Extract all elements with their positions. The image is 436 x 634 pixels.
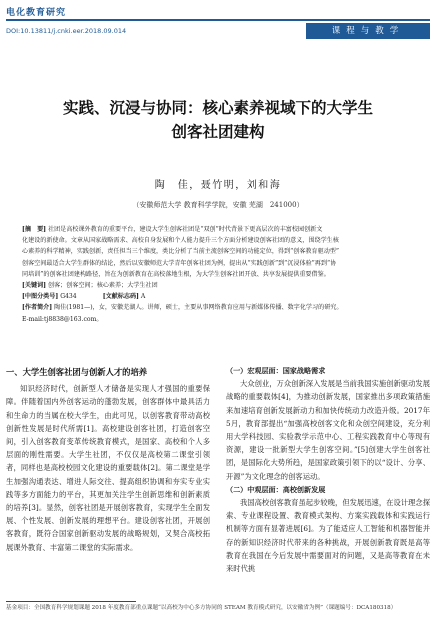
author-info-label: [作者简介] (22, 304, 53, 312)
abstract-line-5: 同培训”的创客社团建构路径，旨在为创新教育在高校落地生根，为大学生创客社团开放、共享发展提供重要借鉴。 (22, 270, 330, 278)
doc-code-value: A (140, 293, 146, 301)
abstract-block (22, 224, 416, 325)
authors: 陶 佳，聂竹明，刘和海 (154, 180, 282, 191)
keywords-text: 创客；创客空间；核心素养；大学生社团 (48, 282, 158, 290)
doc-code-label: [文献标志码] (102, 293, 139, 301)
header-rule (6, 19, 430, 21)
abstract-label: [摘 要] (22, 226, 47, 233)
affiliation: （安徽师范大学 教育科学学院，安徽 芜湖 241000） (132, 201, 304, 209)
title-line-1: 实践、沉浸与协同：核心素养视域下的大学生 (62, 98, 373, 117)
paragraph-macro: 大众创业，万众创新深入发展是当前我国实施创新驱动发展战略的重要载体[4]，为推动创新发展，国家推出多项政策措施来加速培育创新发展新动力和加快传统动力改造升级。2017年5月，教育部提出“加强高校创客文化和众创空间建设，充分利用大学科技园、实验教学示范中心、工程实践教育中心等现有资源，建设一批新型大学生创客空间。”[5]创建大学生创客社团，是国际化大势所趋，是国家政策引领下的以“设计、分享、开源”为文化理念的创客运动。 (226, 379, 430, 481)
section-heading-1: 一、大学生创客社团与创新人才的培养 (6, 367, 148, 377)
left-column (6, 364, 210, 554)
author-email: E-mail:tj8838@163.com。 (22, 315, 103, 323)
classification-label: [中图分类号] (22, 293, 59, 301)
left-paragraph: 知识经济时代，创新型人才储备是实现人才强国的重要保障。伴随着国内外创客运动的蓬勃发展，创客群体中最具活力和生命力的当属在校大学生，由此可见，以创客教育带动高校创新性发展是时代所需[1]。高校建设创客社团，打造创客空间，引入创客教育变革传统教育模式，是国家、高校和个人多层面的刚性需要。大学生社团，不仅仅是高校第二课堂引领者，同样也是高校校园文化建设的重要载体[2]。第二课堂是学生加强沟通表达、增进人际交往、提高组织协调和夯实专业实践等多方面能力的平台，其更加关注学生创新思维和创新素质的培养[3]。显然，创客社团是开展创客教育，实现学生全面发展、个性发展、创新发展的理想平台。建设创客社团，开展创客教育，既符合国家创新驱动发展的战略规划，又契合高校拓展课外教育、丰富第二课堂的实际需求。 (6, 384, 210, 552)
footnote-rule (6, 601, 136, 602)
funding-footnote: 基金项目：全国教育科学规划课题 2018 年度教育部重点课题“以高校为中心多方协同的 STEAM 教育模式研究，以安徽省为例”（课题编号：DCA180318） (6, 605, 397, 611)
author-info-text: 陶佳(1981—)，女，安徽芜湖人。讲师，硕士，主要从事网络教育应用与新媒体传播、数字化学习的研究。 (54, 304, 343, 312)
keywords-line (22, 280, 416, 291)
classification-line (22, 291, 416, 302)
subheading-meso: （二）中观层面：高校创新发展 (226, 484, 326, 494)
right-column (226, 364, 430, 575)
article-title (0, 96, 436, 144)
author-info-line (22, 302, 416, 313)
subheading-macro: （一）宏观层面：国家战略需求 (226, 366, 326, 375)
journal-name: 电化教育研究 (6, 8, 67, 18)
abstract-line-3: 心素养的科学精神，实践创新，责任担当三个维度，类比分析了当前主流创客空间的功能定位，得到“创客教育驱动型” (22, 248, 340, 256)
paragraph-meso: 我国高校创客教育虽起步较晚，但发展迅速，在设计理念探索、专业课程设置、教育模式架构、方案实践载体和实践运行机制等方面有显著进展[6]。为了能适应人工智能和机器智能并存的新知识经济时代带来的各种挑战，开展创新教育既是高等教育在我国在今后发展中需要面对的问题，又是高等教育在未来时代挑 (226, 498, 430, 574)
abstract-line-1 (22, 224, 416, 235)
abstract-text-1: 社团是高校课外教育的重要平台，建设大学生创客社团是“双创”时代背景下更高层次的丰富校园创新文 (48, 226, 323, 233)
doi: DOI:10.13811/j.cnki.eer.2018.09.014 (6, 27, 127, 35)
keywords-label: [关键词] (22, 282, 47, 290)
classification-value: G434 (60, 293, 77, 301)
abstract-line-2: 化建设的新使命。文章从国家战略需求、高校自身发展和个人能力提升三个方面分析建设创客社团的意义，围绕学生核 (22, 237, 339, 245)
column-label: 课程与教学 (306, 23, 430, 39)
abstract-line-4: 创客空间最适合大学生群体的结论，然后以安徽师范大学青年创客社团为例，提出从“实践创新”到“沉浸体验”再到“协 (22, 259, 337, 267)
title-line-2: 创客社团建构 (171, 122, 265, 141)
